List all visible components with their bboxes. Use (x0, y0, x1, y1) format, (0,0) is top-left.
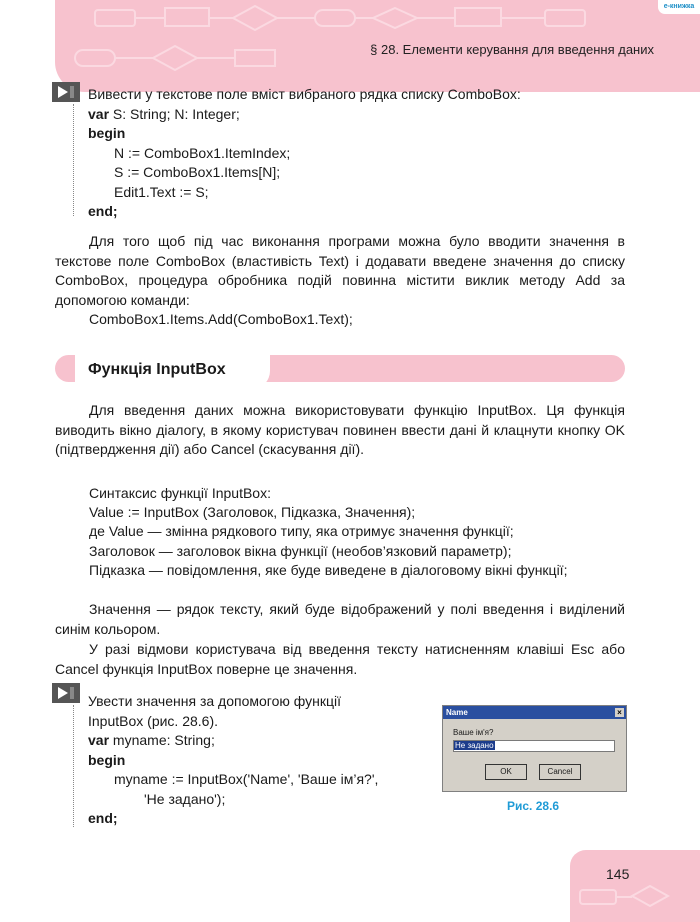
dialog-title-bar (443, 706, 626, 719)
dialog-input-field[interactable] (453, 740, 615, 752)
code-example-2 (88, 692, 378, 829)
keyword: var (88, 732, 110, 748)
paragraph-cancel: У разі відмови користувача від введення тексту натисненням клавіші Esc або Cancel функція InputBox поверне це значення. (55, 641, 625, 677)
keyword: begin (88, 125, 126, 141)
footer-band (570, 850, 700, 922)
code-example-marker-icon (52, 683, 80, 703)
dialog-input-value: Не задано (455, 741, 494, 750)
code-line: S := ComboBox1.Items[N]; (114, 164, 281, 180)
dialog-title: Name (446, 708, 468, 717)
code-example-divider (73, 705, 74, 827)
footer-flowchart-pattern (570, 850, 700, 922)
definition-title: Заголовок — заголовок вікна функції (необов’язковий параметр); (89, 543, 512, 559)
code-example-divider (73, 104, 74, 216)
code-example-marker-icon (52, 82, 80, 102)
ok-button[interactable]: OK (485, 764, 527, 780)
code-line (88, 731, 378, 751)
keyword: var (88, 105, 110, 122)
code-comment: Вивести у текстове поле вміст вибраного рядка списку ComboBox: (88, 86, 521, 102)
cancel-button[interactable]: Cancel (539, 764, 581, 780)
section-header: § 28. Елементи керування для введення даних (370, 42, 654, 57)
paragraph-inputbox: Для введення даних можна використовувати функцію InputBox. Ця функція виводить вікно діалогу, в якому користувач повинен ввести дані й клацнути кнопку OK (підтвердження дії) або Cancel (скасування дії). (55, 402, 625, 457)
code-text: myname: String; (109, 732, 215, 748)
code-line: Edit1.Text := S; (114, 183, 209, 200)
figure-caption: Рис. 28.6 (507, 799, 560, 813)
code-line: N := ComboBox1.ItemIndex; (114, 144, 291, 161)
keyword: end; (88, 810, 118, 826)
syntax-line: Value := InputBox (Заголовок, Підказка, Значення); (89, 504, 416, 520)
definition-prompt: Підказка — повідомлення, яке буде виведене в діалоговому вікні функції; (89, 562, 568, 578)
code-line (88, 105, 521, 125)
code-text: S: String; N: Integer; (109, 105, 240, 122)
definition-value: де Value — змінна рядкового типу, яка отримує значення функції; (89, 523, 514, 539)
page-number: 145 (606, 866, 630, 882)
inputbox-dialog-figure (442, 705, 627, 792)
code-comment: InputBox (рис. 28.6). (88, 712, 218, 729)
syntax-title: Синтаксис функції InputBox: (89, 485, 271, 501)
dialog-prompt: Ваше ім'я? (453, 728, 494, 737)
code-comment: Увести значення за допомогою функції (88, 693, 341, 709)
code-line: 'Не задано'); (144, 790, 226, 807)
code-example-1 (88, 85, 521, 222)
close-icon[interactable]: × (615, 708, 624, 717)
keyword: end; (88, 203, 118, 219)
code-line: myname := InputBox('Name', 'Ваше ім’я?', (114, 771, 379, 787)
section-title: Функція InputBox (88, 361, 226, 378)
publisher-logo: e-книжка (658, 0, 700, 14)
paragraph-combobox: Для того щоб під час виконання програми можна було вводити значення в текстове поле ComboBox (властивість Text) і додавати введене значення до списку ComboBox, процедура обробника подій повинна містити виклик методу Add за допомогою команди: (55, 233, 625, 308)
definition-default: Значення — рядок тексту, який буде відображений у полі введення і виділений синім кольором. (55, 601, 625, 637)
keyword: begin (88, 751, 126, 768)
code-add-line: ComboBox1.Items.Add(ComboBox1.Text); (89, 311, 353, 327)
